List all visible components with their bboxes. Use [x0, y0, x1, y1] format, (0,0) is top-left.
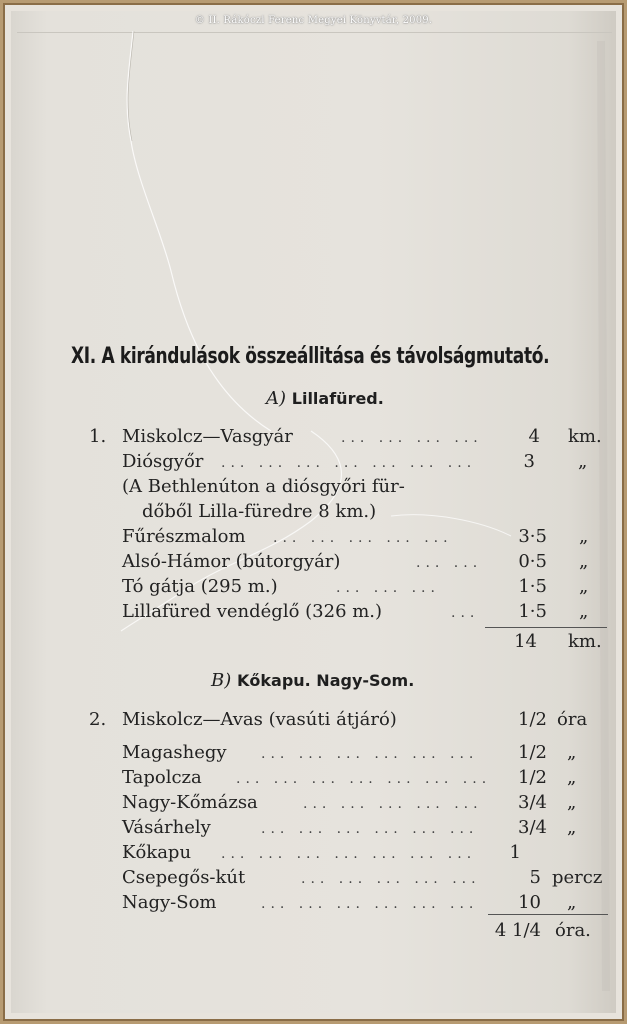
section-b-letter: B) — [211, 670, 232, 691]
leader-dots: ... ... ... — [336, 580, 440, 596]
route-row — [11, 742, 616, 766]
place-name: Nagy-Kőmázsa — [122, 792, 258, 813]
duration-unit: „ — [567, 742, 577, 763]
place-name: Tó gátja (295 m.) — [122, 576, 278, 597]
route-row — [11, 867, 616, 891]
route-row — [11, 792, 616, 816]
total-value: 4 1/4 — [494, 920, 541, 941]
leader-dots: ... ... ... ... — [341, 430, 483, 446]
total-row — [11, 920, 616, 944]
duration-value: 5 — [529, 867, 541, 888]
distance-unit: „ — [579, 551, 589, 572]
route-number: 1. — [89, 426, 107, 447]
watermark: © II. Rákóczi Ferenc Megyei Könyvtár, 2009. — [194, 15, 433, 26]
leader-dots: ... ... ... ... ... ... — [261, 896, 479, 912]
section-a-heading — [266, 388, 384, 409]
route-row — [11, 551, 616, 575]
chapter-title: XI. A kirándulások összeállitása és távolságmutató. — [71, 344, 550, 369]
leader-dots: ... ... ... ... ... — [273, 530, 453, 546]
place-name: Diósgyőr — [122, 451, 204, 472]
section-b-name: Kőkapu. Nagy-Som. — [236, 671, 415, 690]
place-name: Fűrészmalom — [122, 526, 246, 547]
route-row — [11, 426, 616, 450]
place-name: Tapolcza — [122, 767, 202, 788]
book-page — [11, 11, 616, 1013]
place-name: Alsó-Hámor (bútorgyár) — [122, 551, 341, 572]
place-name: Kőkapu — [122, 842, 192, 863]
total-unit: óra. — [555, 920, 591, 941]
duration-unit: „ — [567, 892, 577, 913]
leader-dots: ... ... ... ... ... ... ... — [221, 846, 477, 862]
duration-unit: óra — [557, 709, 588, 730]
section-b-heading — [211, 670, 414, 691]
distance-value: 1·5 — [518, 576, 547, 597]
place-name: Miskolcz—Avas (vasúti átjáró) — [122, 709, 397, 730]
distance-unit: „ — [579, 526, 589, 547]
route-row — [11, 842, 616, 866]
duration-value: 10 — [518, 892, 541, 913]
place-name: Miskolcz—Vasgyár — [122, 426, 293, 447]
route-note-line-1: (A Bethlenúton a diósgyőri für- — [122, 476, 405, 497]
place-name: Magashegy — [122, 742, 227, 763]
route-row — [11, 767, 616, 791]
place-name: Nagy-Som — [122, 892, 217, 913]
distance-unit: km. — [568, 426, 602, 447]
route-row — [11, 576, 616, 600]
duration-unit: „ — [567, 817, 577, 838]
document-frame — [3, 3, 624, 1021]
duration-unit: „ — [567, 792, 577, 813]
distance-value: 3 — [523, 451, 535, 472]
route-row — [11, 526, 616, 550]
leader-dots: ... ... ... ... ... ... ... — [236, 771, 492, 787]
distance-value: 0·5 — [518, 551, 547, 572]
route-number: 2. — [89, 709, 107, 730]
sum-rule — [485, 627, 607, 628]
leader-dots: ... ... — [416, 555, 483, 571]
duration-value: 1/2 — [518, 709, 547, 730]
distance-unit: „ — [578, 451, 588, 472]
route-note-line-2: dőből Lilla-füredre 8 km.) — [142, 501, 377, 522]
duration-value: 3/4 — [518, 817, 547, 838]
leader-dots: ... ... ... ... ... — [301, 871, 481, 887]
route-row — [11, 451, 616, 475]
distance-value: 4 — [528, 426, 540, 447]
duration-value: 1 — [509, 842, 521, 863]
duration-unit: „ — [567, 767, 577, 788]
duration-value: 1/2 — [518, 767, 547, 788]
distance-unit: „ — [579, 576, 589, 597]
leader-dots: ... ... ... ... ... ... — [261, 746, 479, 762]
section-a-letter: A) — [266, 388, 287, 409]
distance-value: 1·5 — [518, 601, 547, 622]
route-row — [11, 817, 616, 841]
leader-dots: ... — [451, 605, 480, 621]
total-value: 14 — [514, 631, 537, 652]
place-name: Lillafüred vendéglő (326 m.) — [122, 601, 383, 622]
sum-rule — [488, 914, 608, 915]
place-name: Csepegős-kút — [122, 867, 246, 888]
section-a-name: Lillafüred. — [291, 389, 384, 408]
duration-value: 3/4 — [518, 792, 547, 813]
total-row — [11, 631, 616, 655]
duration-value: 1/2 — [518, 742, 547, 763]
duration-unit: percz — [552, 867, 603, 888]
leader-dots: ... ... ... ... ... ... — [261, 821, 479, 837]
leader-dots: ... ... ... ... ... — [303, 796, 483, 812]
leader-dots: ... ... ... ... ... ... ... — [221, 455, 477, 471]
distance-value: 3·5 — [518, 526, 547, 547]
place-name: Vásárhely — [122, 817, 211, 838]
route-row — [11, 601, 616, 625]
total-unit: km. — [568, 631, 602, 652]
route-row — [11, 709, 616, 733]
route-row — [11, 892, 616, 916]
distance-unit: „ — [579, 601, 589, 622]
